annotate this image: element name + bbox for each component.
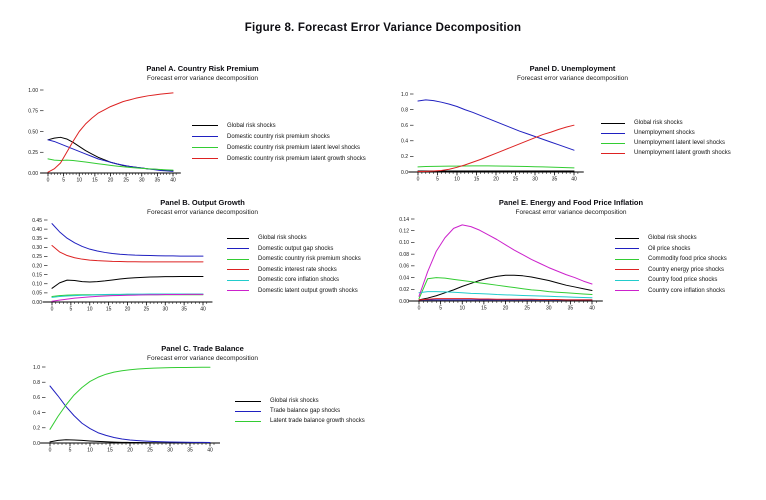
legend-item: [601, 148, 731, 158]
y-tick-label: 0.10: [32, 281, 42, 288]
y-tick-label: 0.25: [28, 150, 38, 157]
x-tick-label: 0: [50, 306, 54, 313]
legend-label: Domestic country risk premium shocks: [227, 133, 330, 140]
panel-country-risk-premium: [20, 62, 385, 192]
figure-title: Figure 8. Forecast Error Variance Decomposition: [244, 22, 522, 34]
y-tick-label: 0.6: [33, 395, 40, 402]
y-tick-label: 0.8: [401, 107, 408, 114]
legend-line-swatch: [192, 125, 218, 126]
legend-label: Unemployment latent growth shocks: [634, 150, 731, 156]
legend-line-swatch: [227, 269, 249, 270]
legend-label: Trade balance gap shocks: [270, 408, 341, 414]
legend-line-swatch: [615, 238, 639, 239]
legend-item: [615, 254, 727, 265]
y-tick-label: 0.35: [32, 236, 42, 243]
x-tick-label: 30: [167, 447, 173, 454]
legend-label: Domestic country risk premium shocks: [258, 256, 361, 263]
y-tick-label: 0.12: [399, 228, 409, 235]
x-tick-label: 15: [473, 176, 480, 183]
legend-label: Global risk shocks: [648, 235, 697, 242]
legend-line-swatch: [235, 411, 261, 412]
x-tick-label: 40: [170, 177, 176, 184]
x-tick-label: 40: [200, 306, 206, 313]
legend-item: [227, 254, 361, 265]
panel-trade-balance: [20, 342, 385, 472]
legend-item: [235, 396, 365, 406]
x-tick-label: 40: [589, 305, 595, 312]
x-tick-label: 10: [86, 306, 93, 313]
y-tick-label: 0.50: [28, 129, 38, 136]
legend-item: [235, 416, 365, 426]
chart-trade-balance: [20, 360, 235, 460]
series-line: [419, 275, 592, 300]
legend-label: Domestic output gap shocks: [258, 245, 334, 252]
chart-country-risk-premium: [20, 84, 212, 186]
panel-subtitle: Forecast error variance decomposition: [147, 355, 258, 362]
x-tick-label: 5: [436, 176, 439, 183]
series-line: [48, 137, 173, 171]
legend-item: [192, 153, 366, 164]
legend-label: Global risk shocks: [227, 122, 276, 129]
x-tick-label: 25: [123, 177, 129, 184]
y-tick-label: 0.75: [28, 108, 38, 115]
y-tick-label: 0.06: [399, 263, 409, 270]
legend-line-swatch: [601, 123, 625, 124]
legend-item: [227, 265, 361, 276]
y-tick-label: 0.05: [32, 290, 42, 297]
series-line: [52, 224, 203, 256]
legend-line-swatch: [192, 136, 218, 137]
x-tick-label: 25: [524, 305, 530, 312]
y-tick-label: 0.30: [32, 245, 42, 252]
legend-item: [227, 275, 361, 286]
y-tick-label: 1.0: [401, 91, 408, 98]
legend-line-swatch: [235, 401, 261, 402]
panel-subtitle: Forecast error variance decomposition: [147, 209, 258, 216]
x-tick-label: 25: [147, 447, 153, 454]
x-tick-label: 0: [46, 177, 50, 184]
panel-subtitle: Forecast error variance decomposition: [517, 75, 628, 82]
series-line: [418, 125, 574, 171]
legend-unemployment: [601, 118, 731, 158]
legend-label: Unemployment latent level shocks: [634, 140, 726, 146]
x-tick-label: 30: [162, 306, 169, 313]
legend-item: [227, 244, 361, 255]
panel-subtitle: Forecast error variance decomposition: [515, 209, 627, 216]
panel-output-growth: [20, 196, 385, 326]
x-tick-label: 30: [532, 176, 538, 183]
legend-line-swatch: [601, 143, 625, 144]
x-tick-label: 5: [62, 177, 66, 184]
y-tick-label: 1.0: [33, 364, 40, 371]
x-tick-label: 20: [124, 306, 131, 313]
panel-title: Panel A. Country Risk Premium: [146, 64, 259, 73]
legend-item: [615, 244, 727, 255]
x-tick-label: 40: [571, 176, 577, 183]
legend-label: Country core inflation shocks: [648, 287, 726, 294]
legend-item: [227, 286, 361, 297]
y-tick-label: 0.08: [399, 251, 409, 258]
panel-energy-food-price-inflation: [385, 196, 757, 326]
legend-label: Domestic country risk premium latent growth shocks: [227, 155, 366, 162]
chart-energy-food-price-inflation: [385, 214, 615, 316]
panel-subtitle: Forecast error variance decomposition: [147, 75, 258, 82]
x-tick-label: 35: [154, 177, 161, 184]
series-line: [52, 246, 203, 262]
y-tick-label: 0.00: [28, 170, 38, 177]
x-tick-label: 35: [551, 176, 558, 183]
legend-label: Unemployment shocks: [634, 130, 695, 136]
x-tick-label: 30: [545, 305, 552, 312]
x-tick-label: 10: [454, 176, 460, 183]
x-tick-label: 20: [107, 177, 114, 184]
legend-line-swatch: [615, 248, 639, 249]
legend-item: [192, 120, 366, 131]
x-tick-label: 20: [493, 176, 499, 183]
y-tick-label: 0.10: [399, 240, 409, 247]
y-tick-label: 0.14: [399, 216, 409, 223]
x-tick-label: 0: [417, 305, 421, 312]
panel-title: Panel C. Trade Balance: [161, 344, 244, 353]
x-tick-label: 35: [181, 306, 187, 313]
legend-line-swatch: [227, 248, 249, 249]
legend-country-risk-premium: [192, 120, 366, 164]
y-tick-label: 0.00: [399, 298, 409, 305]
legend-item: [192, 131, 366, 142]
y-tick-label: 0.04: [399, 275, 409, 282]
y-tick-label: 0.2: [401, 154, 408, 161]
x-tick-label: 25: [512, 176, 519, 183]
x-tick-label: 0: [416, 176, 420, 183]
y-tick-label: 0.4: [33, 410, 40, 417]
y-tick-label: 0.40: [32, 226, 42, 233]
x-tick-label: 35: [567, 305, 574, 312]
series-line: [48, 159, 173, 170]
legend-item: [615, 265, 727, 276]
legend-item: [615, 233, 727, 244]
legend-item: [192, 142, 366, 153]
y-tick-label: 0.20: [32, 263, 42, 270]
series-line: [419, 278, 592, 299]
legend-label: Global risk shocks: [270, 398, 319, 404]
x-tick-label: 10: [76, 177, 83, 184]
x-tick-label: 10: [87, 447, 93, 454]
legend-label: Commodity food price shocks: [648, 256, 727, 263]
x-tick-label: 30: [138, 177, 145, 184]
legend-item: [615, 275, 727, 286]
legend-energy-food-price-inflation: [615, 233, 727, 296]
panel-unemployment: [390, 62, 755, 192]
y-tick-label: 0.0: [33, 440, 40, 447]
x-tick-label: 5: [439, 305, 443, 312]
series-line: [418, 100, 574, 150]
series-line: [50, 367, 210, 429]
chart-unemployment: [390, 84, 602, 186]
y-tick-label: 0.02: [399, 287, 409, 294]
series-line: [52, 276, 203, 288]
x-tick-label: 40: [207, 447, 213, 454]
panel-title: Panel E. Energy and Food Price Inflation: [498, 198, 644, 207]
x-tick-label: 15: [481, 305, 487, 312]
y-tick-label: 0.8: [33, 380, 40, 386]
legend-line-swatch: [227, 280, 249, 281]
legend-item: [227, 233, 361, 244]
legend-line-swatch: [235, 421, 261, 422]
y-tick-label: 0.6: [401, 123, 408, 129]
x-tick-label: 15: [92, 177, 98, 184]
y-tick-label: 0.45: [32, 217, 42, 224]
legend-line-swatch: [227, 290, 249, 291]
legend-line-swatch: [615, 269, 639, 270]
panel-title: Panel D. Unemployment: [529, 64, 616, 73]
legend-label: Country food price shocks: [648, 277, 718, 284]
series-line: [48, 140, 173, 172]
legend-line-swatch: [601, 133, 625, 134]
series-line: [418, 166, 574, 168]
legend-label: Domestic latent output growth shocks: [258, 287, 358, 294]
legend-line-swatch: [615, 280, 639, 281]
legend-line-swatch: [192, 147, 218, 148]
y-tick-label: 0.15: [32, 272, 42, 279]
legend-line-swatch: [615, 259, 639, 260]
legend-label: Latent trade balance growth shocks: [270, 418, 365, 424]
legend-item: [601, 128, 731, 138]
legend-line-swatch: [601, 153, 625, 154]
x-tick-label: 10: [459, 305, 466, 312]
x-tick-label: 15: [107, 447, 113, 454]
legend-label: Country energy price shocks: [648, 266, 725, 273]
legend-label: Oil price shocks: [648, 245, 691, 252]
legend-line-swatch: [227, 238, 249, 239]
legend-label: Global risk shocks: [634, 120, 683, 126]
x-tick-label: 35: [187, 447, 193, 454]
y-tick-label: 0.0: [401, 169, 408, 176]
legend-item: [601, 138, 731, 148]
y-tick-label: 0.25: [32, 254, 42, 261]
x-tick-label: 25: [143, 306, 150, 313]
legend-line-swatch: [192, 158, 218, 159]
x-tick-label: 5: [69, 306, 73, 313]
panel-title: Panel B. Output Growth: [160, 198, 245, 207]
x-tick-label: 15: [105, 306, 112, 313]
y-tick-label: 0.2: [33, 425, 40, 432]
legend-line-swatch: [615, 290, 639, 291]
y-tick-label: 0.00: [32, 299, 42, 306]
legend-label: Domestic core inflation shocks: [258, 277, 340, 284]
chart-output-growth: [20, 214, 232, 316]
legend-trade-balance: [235, 396, 365, 426]
legend-label: Domestic interest rate shocks: [258, 266, 337, 273]
x-tick-label: 20: [502, 305, 509, 312]
x-tick-label: 20: [127, 447, 133, 454]
legend-label: Domestic country risk premium latent level shocks: [227, 144, 361, 151]
legend-item: [615, 286, 727, 297]
legend-label: Global risk shocks: [258, 235, 307, 242]
legend-output-growth: [227, 233, 361, 296]
legend-item: [235, 406, 365, 416]
legend-line-swatch: [227, 259, 249, 260]
x-tick-label: 5: [68, 447, 72, 454]
x-tick-label: 0: [48, 447, 52, 454]
y-tick-label: 1.00: [28, 87, 38, 94]
legend-item: [601, 118, 731, 128]
y-tick-label: 0.4: [401, 138, 408, 145]
